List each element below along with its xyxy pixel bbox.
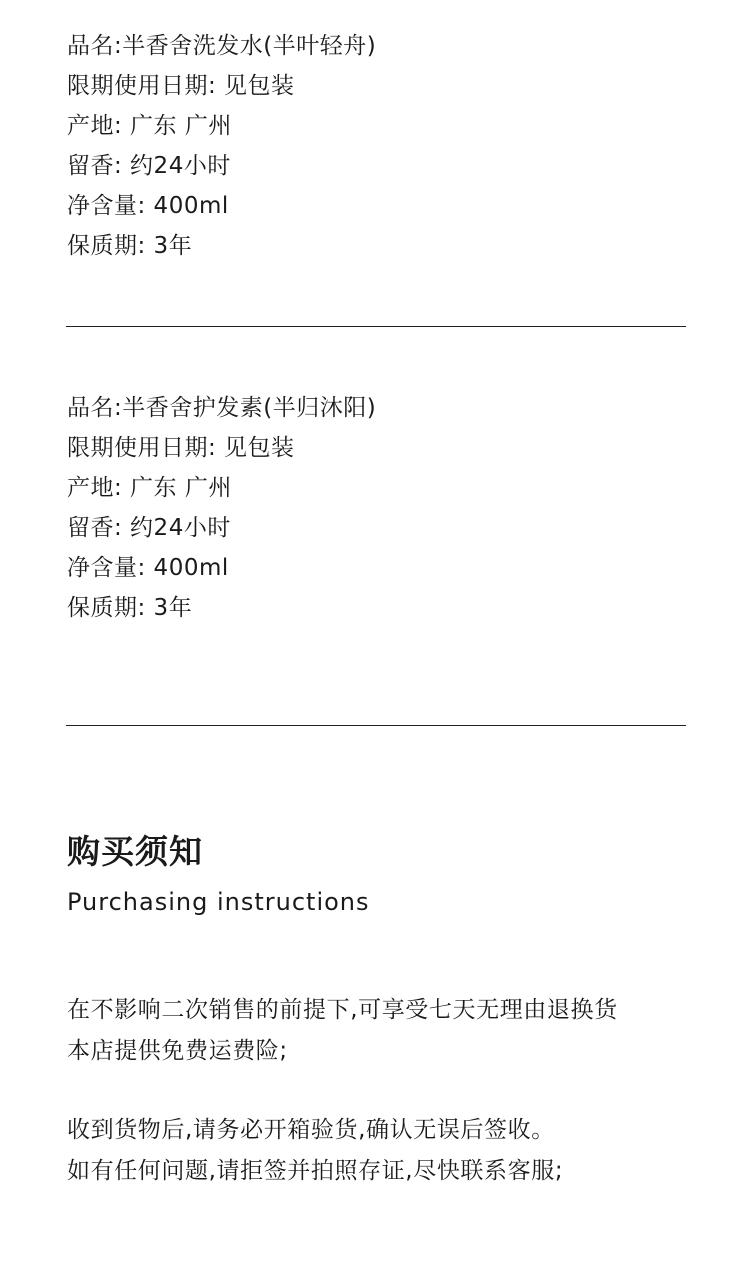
spec-origin: 产地: 广东 广州 (67, 113, 232, 139)
spec-expiry-date: 限期使用日期: 见包装 (67, 73, 295, 99)
spec-fragrance-duration: 留香: 约24小时 (67, 515, 231, 541)
spec-product-name: 品名:半香舍洗发水(半叶轻舟) (67, 33, 377, 59)
spec-expiry-date: 限期使用日期: 见包装 (67, 435, 295, 461)
spec-shelf-life: 保质期: 3年 (67, 595, 193, 621)
notice-title: 购买须知 (67, 832, 203, 871)
spec-origin: 产地: 广东 广州 (67, 475, 232, 501)
product-spec-conditioner (67, 388, 697, 628)
spec-shelf-life: 保质期: 3年 (67, 233, 193, 259)
spec-product-name: 品名:半香舍护发素(半归沐阳) (67, 395, 377, 421)
notice-inspection-policy (67, 1110, 707, 1192)
notice-subtitle: Purchasing instructions (67, 888, 370, 916)
product-spec-shampoo (67, 26, 697, 266)
spec-fragrance-duration: 留香: 约24小时 (67, 153, 231, 179)
spec-net-content: 净含量: 400ml (67, 193, 229, 219)
notice-line: 本店提供免费运费险; (67, 1038, 288, 1064)
section-divider (66, 326, 686, 327)
notice-line: 如有任何问题,请拒签并拍照存证,尽快联系客服; (67, 1158, 564, 1184)
section-divider (66, 725, 686, 726)
spec-net-content: 净含量: 400ml (67, 555, 229, 581)
notice-return-policy (67, 990, 707, 1072)
notice-line: 在不影响二次销售的前提下,可享受七天无理由退换货 (67, 997, 618, 1023)
notice-line: 收到货物后,请务必开箱验货,确认无误后签收。 (67, 1117, 555, 1143)
